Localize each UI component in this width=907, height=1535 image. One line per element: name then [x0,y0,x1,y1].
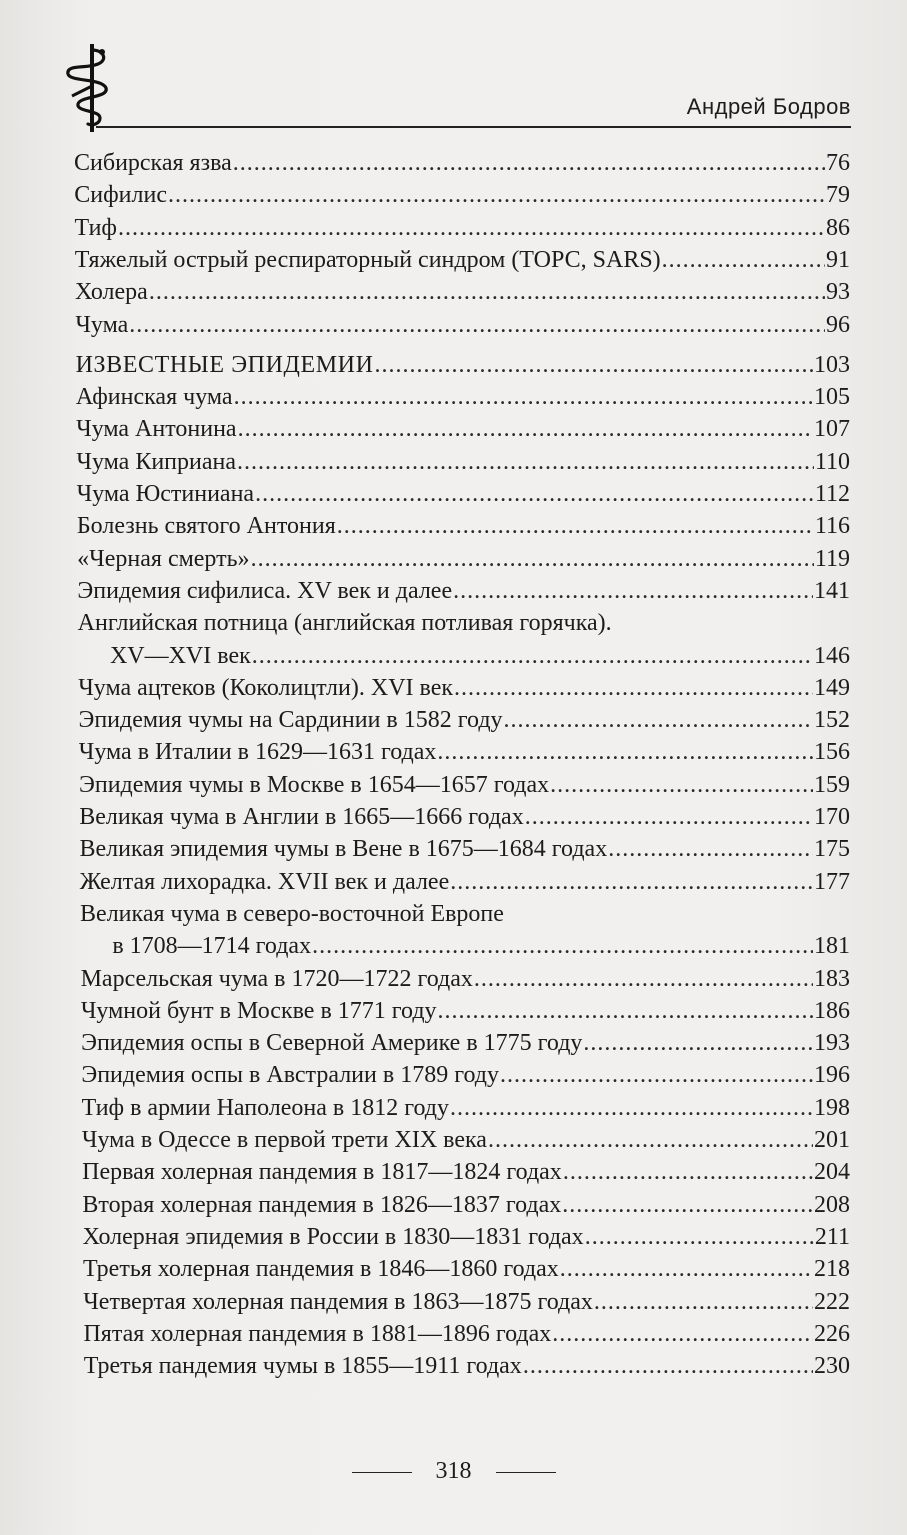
dot-leader [662,245,825,275]
toc-page-number: 183 [813,965,850,992]
toc-page-number: 79 [825,182,850,209]
toc-entry[interactable] [82,1190,850,1220]
toc-page-number: 175 [813,836,850,863]
toc-page-number: 119 [814,545,850,572]
toc-entry-title: Тяжелый острый респираторный синдром (ТОРС, SARS) [74,246,661,273]
toc-page-number: 159 [814,771,850,798]
toc-entry-title: Эпидемия оспы в Австралии в 1789 году [81,1062,499,1089]
toc-page-number: 107 [813,416,850,443]
dot-leader [234,382,813,412]
dot-leader [337,511,814,541]
toc-entry-title: Эпидемия сифилиса. XV век и далее [77,577,453,604]
toc-entry-title: Пятая холерная пандемия в 1881—1896 годах [83,1320,552,1347]
toc-entry-title: в 1708—1714 годах [112,933,312,960]
toc-entry-title: Вторая холерная пандемия в 1826—1837 годах [82,1191,562,1218]
toc-entry[interactable] [80,834,850,864]
toc-entry-title: Болезнь святого Антония [76,513,336,540]
toc-entry[interactable] [81,996,850,1026]
dot-leader [523,1351,813,1381]
dot-leader [252,641,813,671]
dot-leader [594,1287,813,1317]
toc-entry-title: Чума [75,311,129,338]
toc-entry-title: Чума в Одессе в первой трети XIX века [81,1127,487,1153]
toc-page-number: 93 [825,279,850,306]
toc-entry-title: Великая чума в северо-восточной Европе [80,900,504,927]
dot-leader [168,180,825,210]
toc-entry-title: Великая чума в Англии в 1665—1666 годах [79,804,524,830]
toc-entry[interactable] [81,964,850,994]
toc-page-number: 110 [814,448,850,475]
toc-entry-title: Эпидемия чумы на Сардинии в 1582 году [78,707,503,734]
dot-leader [488,1125,813,1155]
dot-leader [129,310,825,340]
toc-entry[interactable] [77,511,850,541]
toc-entry-title: Третья холерная пандемия в 1846—1860 годах [82,1256,559,1283]
running-header-author: Андрей Бодров [686,94,851,119]
toc-entry-title: Первая холерная пандемия в 1817—1824 годах [82,1159,562,1186]
toc-entry-title: Чумной бунт в Москве в 1771 году [80,997,437,1024]
toc-page-number: 149 [813,674,850,701]
toc-entry-title: Эпидемия чумы в Москве в 1654—1657 годах [79,771,550,798]
dot-leader [450,1093,813,1123]
toc-entry-title: Чума Киприана [76,448,237,475]
toc-page-number: 193 [813,1030,850,1057]
dot-leader [500,1060,813,1090]
dot-leader [255,479,814,509]
dot-leader [237,447,814,477]
toc-page-number: 198 [813,1094,850,1121]
toc-entry-title: Третья пандемия чумы в 1855—1911 годах [83,1353,522,1380]
toc-page-number: 208 [813,1191,850,1218]
toc-entry-title: Тиф в армии Наполеона в 1812 году [81,1094,449,1121]
dot-leader [562,1190,813,1220]
toc-entry[interactable] [84,1351,850,1381]
toc-entry-title: Чума ацтеков (Коколицтли). XVI век [78,674,454,701]
dot-leader [560,1254,813,1284]
toc-entry-title: ИЗВЕСТНЫЕ ЭПИДЕМИИ [75,351,374,378]
dot-leader [149,277,825,307]
toc-entry[interactable] [78,705,850,735]
toc-section-heading[interactable] [76,350,850,380]
page-number: 318 [435,1458,472,1484]
dot-leader [608,834,813,864]
toc-page-number: 177 [813,868,850,895]
dot-leader [454,673,813,703]
toc-page-number: 156 [813,739,850,766]
dot-leader [525,802,813,832]
header-rule [96,126,851,128]
staff-of-asclepius-icon [58,40,114,136]
toc-entry[interactable] [76,382,850,412]
toc-page-number: 91 [825,246,850,273]
toc-entry-title: Чума Юстиниана [76,481,255,507]
toc-page-number: 201 [813,1127,850,1153]
toc-entry-title: Чума в Италии в 1629—1631 годах [78,739,437,766]
toc-entry[interactable] [77,544,850,574]
footer-rule-left [352,1472,412,1473]
toc-entry-title: Афинская чума [75,384,233,411]
toc-page-number: 204 [813,1159,850,1186]
toc-entry[interactable] [81,1028,850,1058]
toc-entry[interactable] [81,1060,850,1090]
toc-entry[interactable] [75,310,850,340]
toc-entry[interactable] [82,1157,850,1187]
toc-entry-title: Холера [75,279,148,306]
toc-page-number: 152 [813,707,850,734]
dot-leader [583,1028,813,1058]
dot-leader [238,414,813,444]
dot-leader [251,544,814,574]
toc-entry[interactable] [110,641,850,671]
toc-entry-title: Холерная эпидемия в России в 1830—1831 годах [82,1223,584,1250]
toc-entry-title: Великая эпидемия чумы в Вене в 1675—1684 годах [79,836,608,863]
toc-entry[interactable] [76,414,850,444]
toc-page-number: 103 [813,351,850,378]
toc-entry[interactable] [79,802,850,832]
toc-entry[interactable] [83,1319,850,1349]
toc-entry[interactable] [75,277,850,307]
toc-entry[interactable] [79,737,850,767]
toc-entry[interactable] [77,576,850,606]
dot-leader [118,213,825,243]
toc-page-number: 170 [813,804,850,830]
toc-entry[interactable] [77,479,850,509]
toc-entry[interactable] [83,1254,850,1284]
footer-rule-right [496,1472,556,1473]
toc-entry[interactable] [78,673,850,703]
dot-leader [312,931,813,961]
toc-page-number: 226 [813,1320,850,1347]
toc-entry[interactable] [76,447,850,477]
toc-page-number: 218 [813,1256,850,1283]
toc-page-number: 141 [813,577,850,604]
dot-leader [450,867,813,897]
toc-entry-title: Эпидемия оспы в Северной Америке в 1775 году [81,1030,583,1057]
toc-entry[interactable] [74,180,850,210]
dot-leader [438,996,813,1026]
toc-entry[interactable] [83,1287,850,1317]
toc-page-number: 146 [813,642,850,669]
toc-entry-title: Английская потница (английская потливая горячка). [77,610,612,637]
toc-entry[interactable] [83,1222,850,1252]
toc-entry[interactable] [75,213,850,243]
toc-entry[interactable] [74,148,850,178]
toc-page-number: 186 [813,997,850,1024]
toc-page-number: 116 [814,513,850,540]
dot-leader [550,770,813,800]
toc-page-number: 96 [825,311,850,338]
dot-leader [552,1319,813,1349]
toc-entry-title: Четвертая холерная пандемия в 1863—1875 годах [83,1288,593,1315]
dot-leader [504,705,813,735]
toc-entry-title: Чума Антонина [76,416,237,443]
toc-entry[interactable] [82,1093,850,1123]
toc-page-number: 86 [825,214,850,241]
dot-leader [585,1222,814,1252]
toc-page-number: 112 [814,481,850,507]
toc-entry[interactable] [80,867,850,897]
toc-entry[interactable] [75,245,850,275]
toc-entry[interactable] [79,770,850,800]
dot-leader [563,1157,813,1187]
toc-entry-title: Марсельская чума в 1720—1722 годах [80,965,473,992]
dot-leader [375,350,813,380]
toc-entry-title: «Черная смерть» [77,545,250,572]
dot-leader [453,576,813,606]
toc-page-number: 196 [813,1062,850,1089]
toc-entry-title: Сифилис [74,182,167,209]
page-footer [0,1458,907,1485]
toc-entry-title: Желтая лихорадка. XVII век и далее [79,868,450,895]
toc-entry-title: XV—XVI век [109,642,251,669]
toc-page-number: 230 [813,1353,850,1380]
toc-entry-title: Тиф [74,214,117,241]
toc-entry-title: Сибирская язва [74,150,232,176]
toc-page-number: 181 [813,933,850,960]
dot-leader [474,964,813,994]
toc-entry[interactable] [82,1125,850,1155]
toc-entry[interactable] [112,931,850,961]
toc-page-number: 76 [826,150,850,176]
toc-page-number: 105 [813,384,850,411]
toc-page-number: 222 [813,1288,850,1315]
toc-page-number: 211 [814,1223,850,1250]
dot-leader [437,737,813,767]
dot-leader [233,148,825,178]
